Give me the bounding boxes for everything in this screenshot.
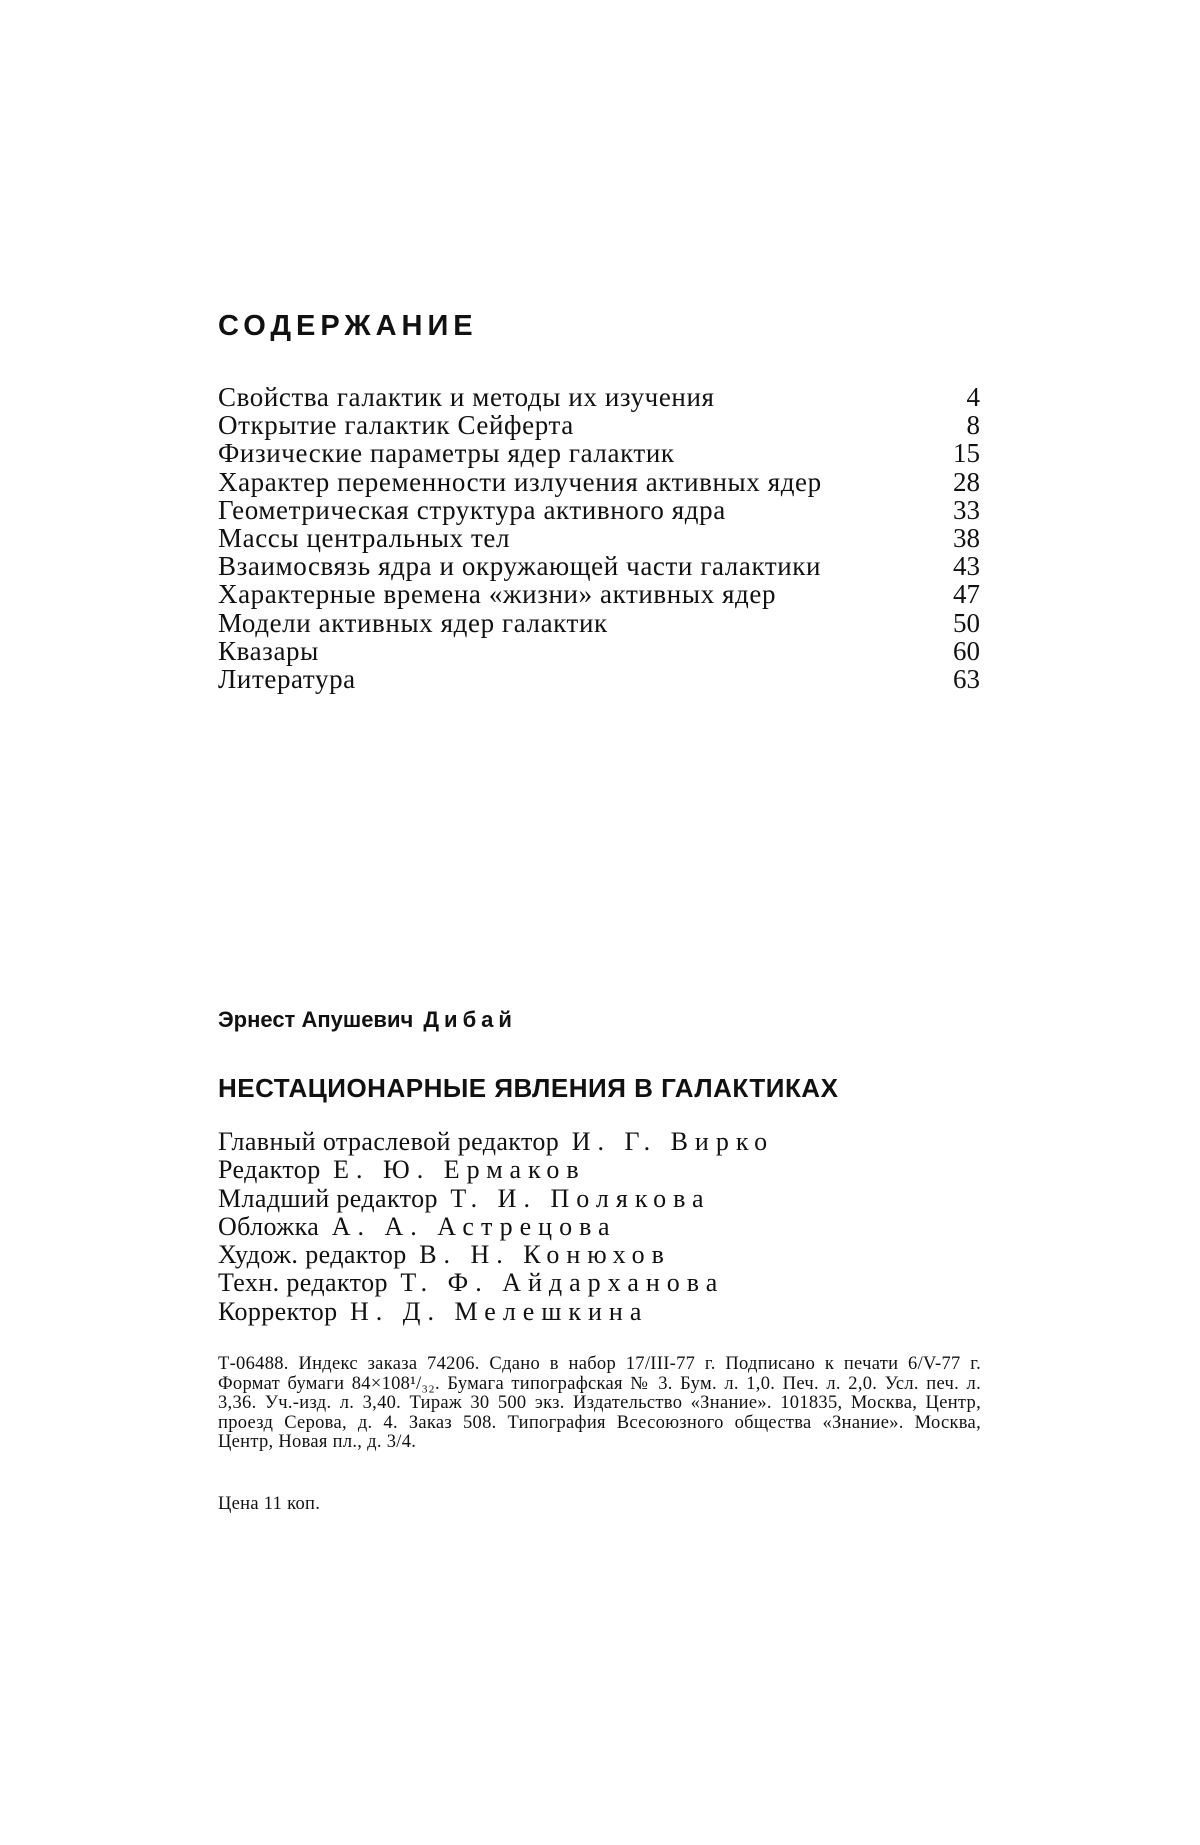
credit-line [218,1298,774,1326]
contents-item [218,383,980,411]
contents-item [218,439,980,467]
credits-list [218,1128,774,1326]
contents-item-page: 33 [953,494,980,525]
contents-item-title: Характер переменности излучения активных ядер [218,466,822,497]
author-name [218,1006,517,1034]
credit-line [218,1185,774,1213]
credit-line [218,1128,774,1156]
contents-item-page: 50 [953,607,980,638]
contents-list [218,383,980,693]
credit-role: Худож. редактор [218,1240,407,1270]
contents-item-page: 38 [953,522,980,553]
credit-person: Е. Ю. Ермаков [333,1155,586,1185]
contents-item-page: 47 [953,579,980,610]
contents-item-title: Взаимосвязь ядра и окружающей части галактики [218,551,822,582]
contents-item [218,496,980,524]
author-surname: Дибай [423,1007,517,1032]
contents-item-page: 8 [966,410,980,441]
contents-item-page: 63 [953,663,980,694]
credit-line [218,1241,774,1269]
contents-item [218,665,980,693]
credit-role: Обложка [218,1211,320,1241]
credit-role: Корректор [218,1296,338,1326]
contents-item-page: 28 [953,466,980,497]
credit-line [218,1213,774,1241]
contents-item-page: 43 [953,551,980,582]
contents-item-page: 60 [953,635,980,666]
credit-person: И. Г. Вирко [571,1127,775,1156]
contents-item [218,524,980,552]
contents-item-title: Геометрическая структура активного ядра [218,494,726,525]
contents-heading: СОДЕРЖАНИЕ [218,310,478,342]
contents-item-title: Свойства галактик и методы их изучения [218,382,715,412]
credit-line [218,1156,774,1184]
credit-person: В. Н. Конюхов [419,1240,671,1270]
contents-item-title: Массы центральных тел [218,522,511,553]
contents-item-title: Литература [218,663,356,694]
contents-item-title: Физические параметры ядер галактик [218,438,675,469]
contents-item [218,468,980,496]
credit-role: Главный отраслевой редактор [218,1127,560,1156]
credit-person: Н. Д. Мелешкина [350,1296,649,1326]
contents-item-page: 4 [966,382,980,412]
contents-item [218,609,980,637]
contents-item-title: Квазары [218,635,319,666]
contents-item-title: Модели активных ядер галактик [218,607,608,638]
credit-line [218,1269,774,1297]
credit-role: Техн. редактор [218,1268,388,1298]
price: Цена 11 коп. [218,1494,321,1514]
contents-item [218,637,980,665]
contents-item-title: Характерные времена «жизни» активных ядер [218,579,777,610]
imprint-block: Т-06488. Индекс заказа 74206. Сдано в набор 17/III-77 г. Подписано к печати 6/V-77 г. Формат бумаги 84×108¹/₃₂. Бумага типографская № 3. Бум. л. 1,0. Печ. л. 2,0. Усл. печ. л. 3,36. Уч.-изд. л. 3,40. Тираж 30 500 экз. Издательство «Знание». 101835, Москва, Центр, проезд Серова, д. 4. Заказ 508. Типография Всесоюзного общества «Знание». Москва, Центр, Новая пл., д. 3/4. [218,1354,981,1453]
contents-item [218,580,980,608]
contents-item [218,552,980,580]
author-given-names: Эрнест Апушевич [218,1007,414,1032]
credit-person: Т. Ф. Айдарханова [400,1268,725,1298]
credit-role: Младший редактор [218,1183,438,1213]
credit-person: А. А. Астрецова [331,1211,617,1241]
credit-person: Т. И. Полякова [450,1183,711,1213]
contents-item [218,411,980,439]
credit-role: Редактор [218,1155,321,1185]
contents-item-page: 15 [953,438,980,469]
contents-item-title: Открытие галактик Сейферта [218,410,574,441]
book-title: НЕСТАЦИОНАРНЫЕ ЯВЛЕНИЯ В ГАЛАКТИКАХ [218,1073,839,1103]
